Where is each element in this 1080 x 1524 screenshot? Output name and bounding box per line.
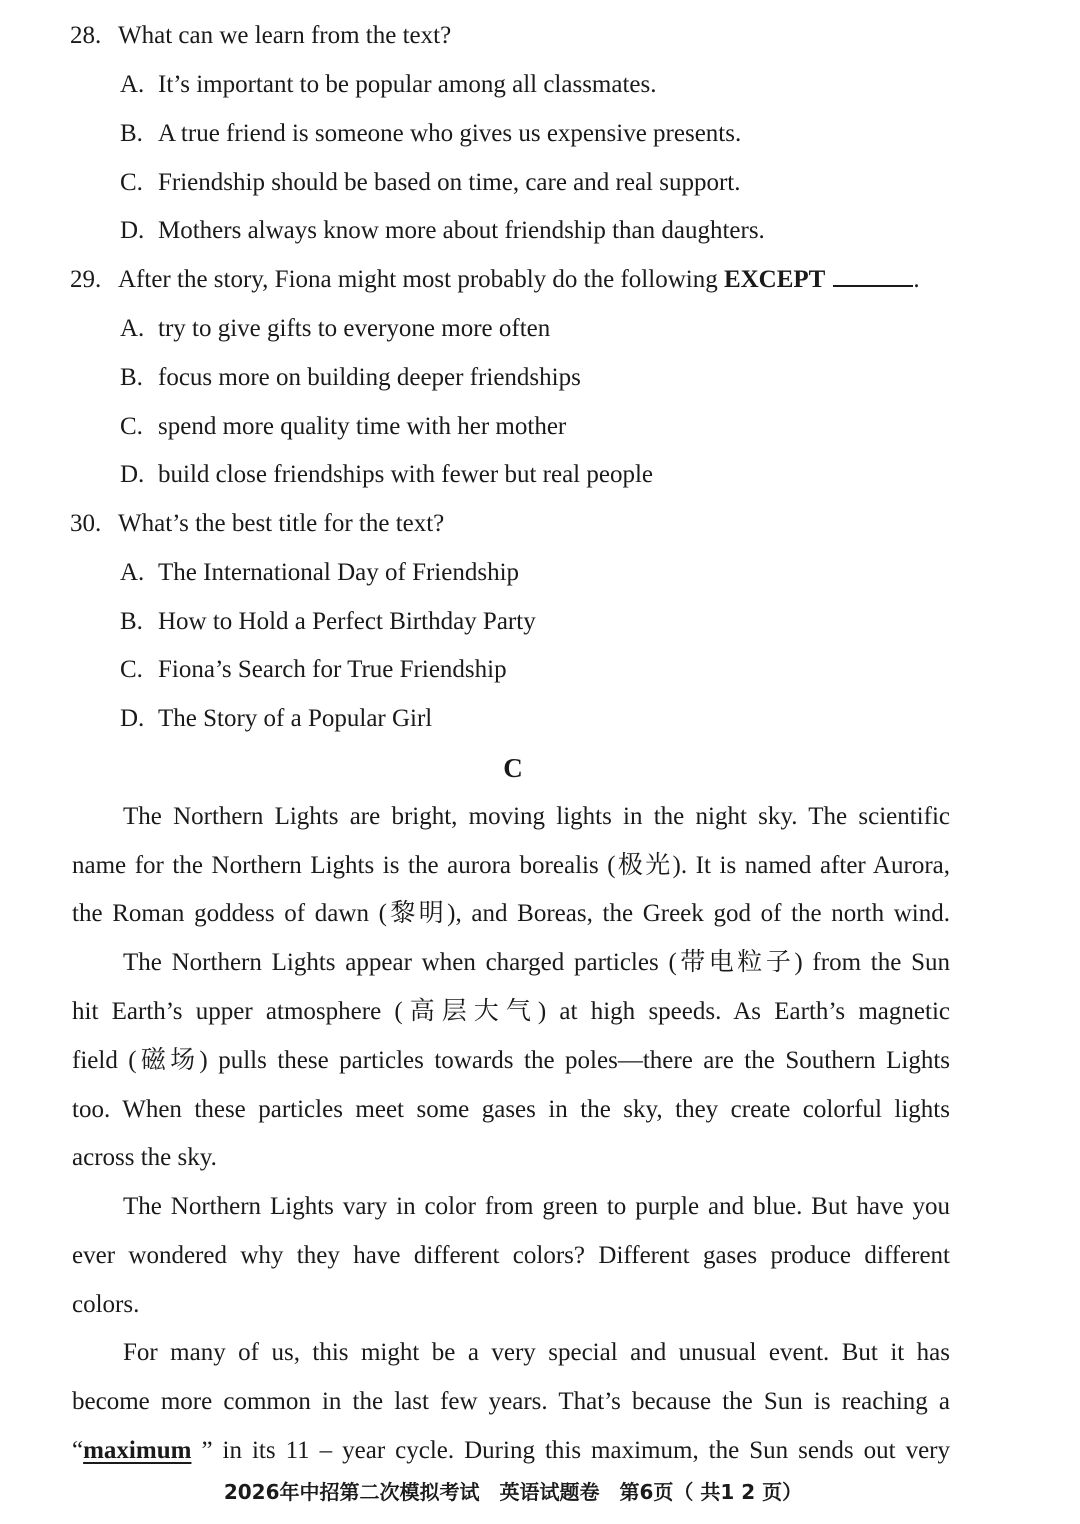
- option-30-b: [120, 605, 536, 639]
- option-letter: D.: [120, 461, 145, 488]
- passage-p2-line-5: across the sky.: [72, 1144, 217, 1171]
- option-letter: A.: [120, 315, 145, 342]
- option-text: try to give gifts to everyone more often: [158, 315, 551, 342]
- passage-p2-line-4: too. When these particles meet some gases in the sky, they create colorful lights: [72, 1096, 950, 1123]
- option-letter: A.: [120, 71, 145, 98]
- question-stem: What’s the best title for the text?: [118, 510, 445, 537]
- option-letter: C.: [120, 656, 143, 683]
- question-29: [70, 263, 920, 297]
- option-letter: A.: [120, 559, 145, 586]
- question-stem: After the story, Fiona might most probably do the following: [118, 266, 718, 293]
- question-number: 29.: [70, 266, 102, 293]
- question-number: 28.: [70, 22, 102, 49]
- option-29-c: [120, 410, 566, 444]
- underlined-word-maximum: maximum: [83, 1437, 192, 1464]
- option-text: build close friendships with fewer but real people: [158, 461, 653, 488]
- section-title: C: [503, 753, 523, 783]
- option-30-c: [120, 653, 507, 687]
- passage-p2-line-1: The Northern Lights appear when charged particles (带电粒子) from the Sun: [123, 949, 950, 976]
- option-text: How to Hold a Perfect Birthday Party: [158, 608, 536, 635]
- option-text: focus more on building deeper friendships: [158, 364, 581, 391]
- option-30-a: [120, 556, 519, 590]
- passage-p2-line-3: field (磁场) pulls these particles towards the poles—there are the Southern Lights: [72, 1047, 950, 1074]
- option-30-d: [120, 702, 432, 736]
- option-text: Fiona’s Search for True Friendship: [158, 656, 507, 683]
- option-28-d: [120, 214, 765, 248]
- question-number: 30.: [70, 510, 102, 537]
- option-letter: B.: [120, 364, 143, 391]
- passage-p4-line-2: become more common in the last few years. That’s because the Sun is reaching a: [72, 1388, 950, 1415]
- answer-blank: [833, 263, 913, 287]
- close-quote: ”: [201, 1437, 213, 1464]
- except-keyword: EXCEPT: [723, 266, 826, 293]
- option-text: Mothers always know more about friendship than daughters.: [158, 217, 765, 244]
- option-letter: D.: [120, 705, 145, 732]
- passage-p3-line-1: The Northern Lights vary in color from green to purple and blue. But have you: [123, 1193, 950, 1220]
- question-28: [70, 19, 451, 53]
- passage-p3-line-3: colors.: [72, 1291, 140, 1318]
- option-29-a: [120, 312, 550, 346]
- option-text: A true friend is someone who gives us expensive presents.: [158, 120, 742, 147]
- line-rest: in its 11 – year cycle. During this maximum, the Sun sends out very: [222, 1437, 951, 1464]
- option-text: spend more quality time with her mother: [158, 413, 567, 440]
- option-letter: B.: [120, 608, 143, 635]
- passage-p4-line-3: [72, 1434, 950, 1468]
- open-quote: “: [72, 1437, 84, 1464]
- passage-p4-line-1: For many of us, this might be a very special and unusual event. But it has: [123, 1339, 950, 1366]
- passage-p2-line-2: hit Earth’s upper atmosphere (高层大气) at high speeds. As Earth’s magnetic: [72, 998, 950, 1025]
- question-stem: What can we learn from the text?: [118, 22, 452, 49]
- option-28-c: [120, 166, 741, 200]
- option-28-b: [120, 117, 741, 151]
- question-30: [70, 507, 444, 541]
- passage-p3-line-2: ever wondered why they have different colors? Different gases produce different: [72, 1242, 950, 1269]
- option-text: The International Day of Friendship: [158, 559, 520, 586]
- option-letter: B.: [120, 120, 143, 147]
- stem-period: .: [913, 266, 920, 293]
- option-letter: D.: [120, 217, 145, 244]
- page-footer: 2026年中招第二次模拟考试 英语试题卷 第6页（ 共1 2 页）: [223, 1480, 803, 1504]
- passage-p1-line-2: name for the Northern Lights is the aurora borealis (极光). It is named after Aurora,: [72, 852, 950, 879]
- option-letter: C.: [120, 169, 143, 196]
- option-29-d: [120, 458, 653, 492]
- passage-p1-line-3: the Roman goddess of dawn (黎明), and Boreas, the Greek god of the north wind.: [72, 900, 950, 927]
- option-text: It’s important to be popular among all classmates.: [158, 71, 657, 98]
- option-28-a: [120, 68, 657, 102]
- option-text: Friendship should be based on time, care and real support.: [158, 169, 741, 196]
- option-29-b: [120, 361, 581, 395]
- option-text: The Story of a Popular Girl: [158, 705, 433, 732]
- passage-p1-line-1: The Northern Lights are bright, moving lights in the night sky. The scientific: [123, 803, 950, 830]
- option-letter: C.: [120, 413, 143, 440]
